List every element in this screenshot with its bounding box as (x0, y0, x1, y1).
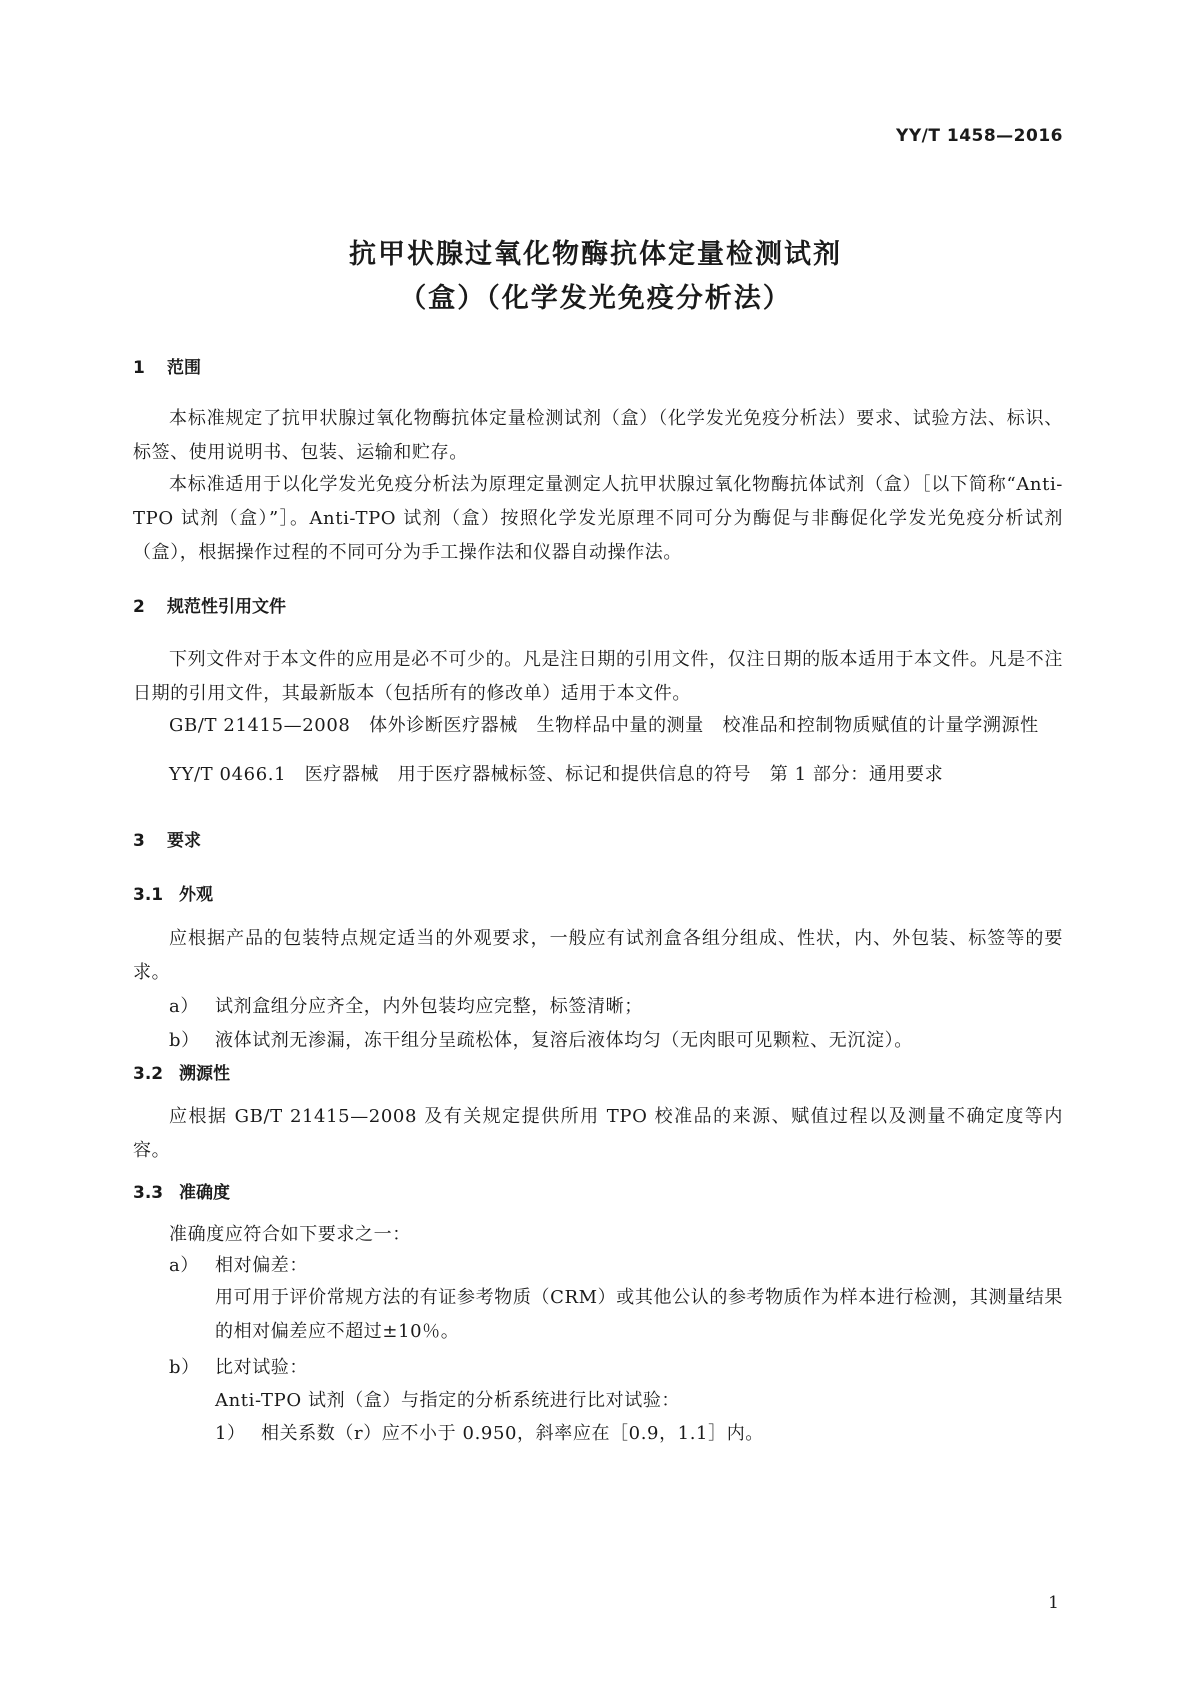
section-3-1-paragraph-1: 应根据产品的包装特点规定适当的外观要求，一般应有试剂盒各组分组成、性状，内、外包装、标签等的要求。 (133, 928, 1063, 983)
section-number: 1 (133, 358, 145, 378)
list-text: 比对试验： (215, 1357, 308, 1378)
list-text: 液体试剂无渗漏，冻干组分呈疏松体，复溶后液体均匀（无肉眼可见颗粒、无沉淀）。 (215, 1030, 913, 1051)
section-3-heading (133, 826, 201, 851)
section-title: 范围 (167, 358, 201, 378)
section-number: 3 (133, 831, 145, 851)
list-marker: a） (169, 1255, 199, 1276)
section-1-paragraph-2: 本标准适用于以化学发光免疫分析法为原理定量测定人抗甲状腺过氧化物酶抗体试剂（盒）［以下简称“Anti-TPO 试剂（盒）”］。Anti-TPO 试剂（盒）按照化学发光原理不同可分为酶促与非酶促化学发光免疫分析试剂（盒），根据操作过程的不同可分为手工操作法和仪器自动操作法。 (133, 474, 1063, 563)
standard-code: YY/T 1458—2016 (896, 126, 1063, 146)
page-number: 1 (1048, 1593, 1059, 1613)
list-marker: a） (169, 996, 199, 1017)
list-item (169, 1351, 308, 1385)
list-item-body: 用可用于评价常规方法的有证参考物质（CRM）或其他公认的参考物质作为样本进行检测，其测量结果的相对偏差应不超过±10％。 (215, 1287, 1063, 1342)
sub-list-item (215, 1417, 764, 1451)
document-title-line-2: （盒）（化学发光免疫分析法） (399, 283, 792, 314)
section-3-2-paragraph-1: 应根据 GB/T 21415—2008 及有关规定提供所用 TPO 校准品的来源、赋值过程以及测量不确定度等内容。 (133, 1106, 1063, 1161)
normative-reference-1: GB/T 21415—2008 体外诊断医疗器械 生物样品中量的测量 校准品和控制物质赋值的计量学溯源性 (169, 715, 1039, 736)
section-title: 准确度 (179, 1183, 230, 1203)
document-title-line-1: 抗甲状腺过氧化物酶抗体定量检测试剂 (349, 239, 842, 270)
section-title: 要求 (167, 831, 201, 851)
section-3-1-heading (133, 880, 213, 905)
list-marker: 1） (215, 1423, 246, 1444)
section-2-paragraph-1: 下列文件对于本文件的应用是必不可少的。凡是注日期的引用文件，仅注日期的版本适用于本文件。凡是不注日期的引用文件，其最新版本（包括所有的修改单）适用于本文件。 (133, 649, 1063, 704)
list-text: 相关系数（r）应不小于 0.950，斜率应在［0.9，1.1］内。 (261, 1423, 764, 1444)
list-item-body: Anti-TPO 试剂（盒）与指定的分析系统进行比对试验： (215, 1390, 681, 1411)
section-title: 规范性引用文件 (167, 597, 286, 617)
list-item (169, 990, 643, 1024)
section-title: 外观 (179, 885, 213, 905)
section-3-3-heading (133, 1178, 230, 1203)
section-number: 3.2 (133, 1064, 164, 1084)
list-text: 试剂盒组分应齐全，内外包装均应完整，标签清晰； (215, 996, 643, 1017)
list-item (169, 1024, 913, 1058)
section-title: 溯源性 (179, 1064, 230, 1084)
list-marker: b） (169, 1357, 200, 1378)
section-number: 2 (133, 597, 145, 617)
section-number: 3.1 (133, 885, 164, 905)
section-1-heading (133, 353, 201, 378)
normative-reference-2: YY/T 0466.1 医疗器械 用于医疗器械标签、标记和提供信息的符号 第 1 部分：通用要求 (169, 764, 944, 785)
section-3-2-heading (133, 1059, 230, 1084)
section-3-3-intro: 准确度应符合如下要求之一： (169, 1224, 411, 1245)
section-2-heading (133, 592, 286, 617)
list-marker: b） (169, 1030, 200, 1051)
list-item (169, 1249, 308, 1283)
list-text: 相对偏差： (215, 1255, 308, 1276)
section-number: 3.3 (133, 1183, 164, 1203)
section-1-paragraph-1: 本标准规定了抗甲状腺过氧化物酶抗体定量检测试剂（盒）（化学发光免疫分析法）要求、试验方法、标识、标签、使用说明书、包装、运输和贮存。 (133, 408, 1063, 463)
